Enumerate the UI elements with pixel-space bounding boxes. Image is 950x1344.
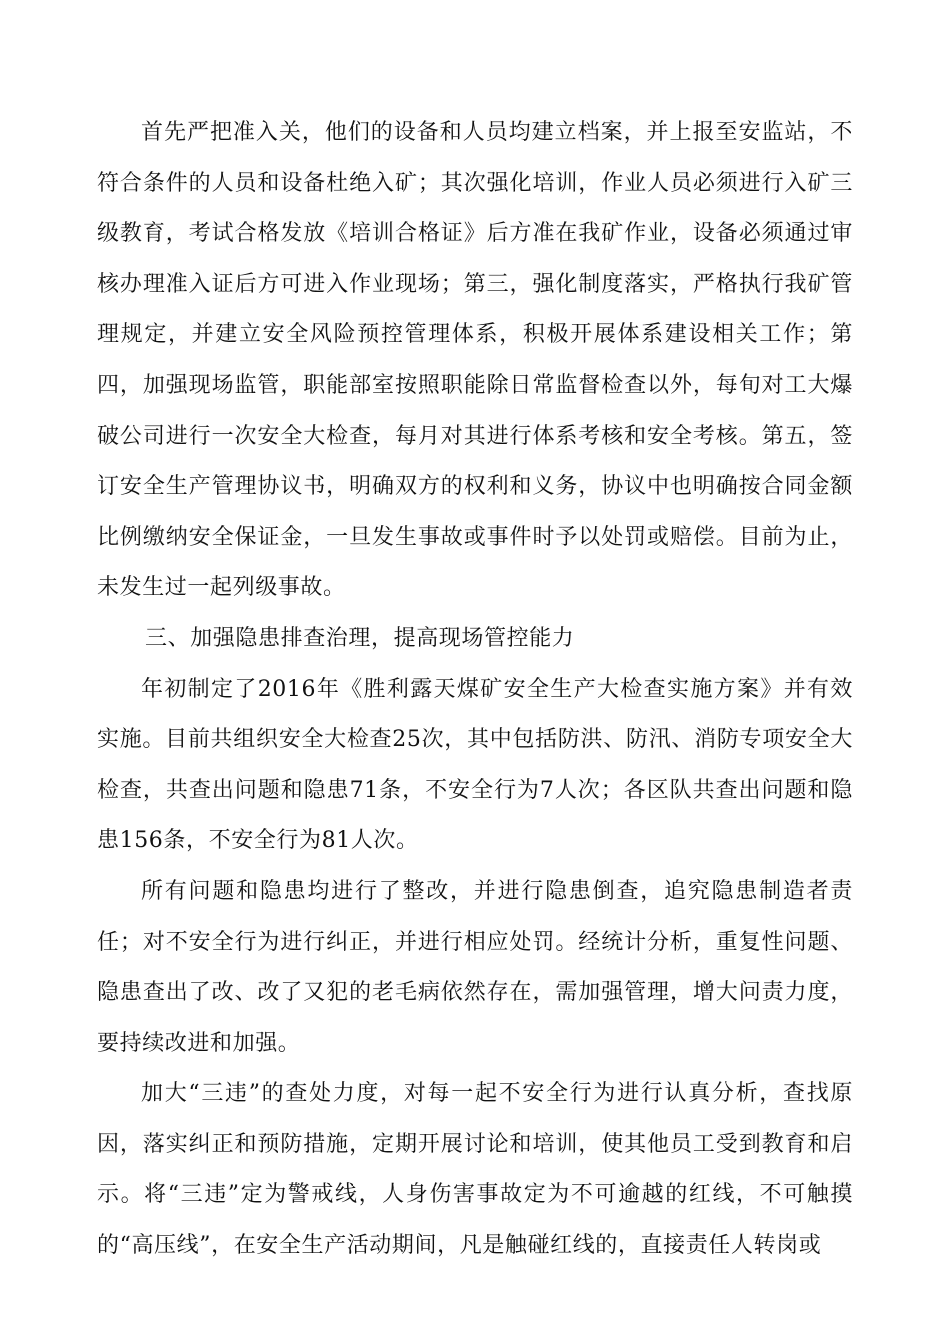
paragraph-inspection-plan: 年初制定了2016年《胜利露天煤矿安全生产大检查实施方案》并有效实施。目前共组织安全大检查25次，其中包括防洪、防汛、消防专项安全大检查，共查出问题和隐患71条，不安全行为7人次；各区队共查出问题和隐患156条，不安全行为81人次。 — [97, 676, 853, 854]
section-heading-hazard-inspection: 三、加强隐患排查治理，提高现场管控能力 — [145, 625, 575, 651]
paragraph-contractor-management: 首先严把准入关，他们的设备和人员均建立档案，并上报至安监站，不符合条件的人员和设备杜绝入矿；其次强化培训，作业人员必须进行入矿三级教育，考试合格发放《培训合格证》后方准在我矿作业，设备必须通过审核办理准入证后方可进入作业现场；第三，强化制度落实，严格执行我矿管理规定，并建立安全风险预控管理体系，积极开展体系建设相关工作；第四，加强现场监管，职能部室按照职能除日常监督检查以外，每旬对工大爆破公司进行一次安全大检查，每月对其进行体系考核和安全考核。第五，签订安全生产管理协议书，明确双方的权利和义务，协议中也明确按合同金额比例缴纳安全保证金，一旦发生事故或事件时予以处罚或赔偿。目前为止，未发生过一起列级事故。 — [97, 120, 853, 601]
paragraph-three-violations: 加大“三违”的查处力度，对每一起不安全行为进行认真分析，查找原因，落实纠正和预防措施，定期开展讨论和培训，使其他员工受到教育和启示。将“三违”定为警戒线，人身伤害事故定为不可逾越的红线，不可触摸的“高压线”，在安全生产活动期间，凡是触碰红线的，直接责任人转岗或 — [97, 1081, 853, 1259]
paragraph-rectification: 所有问题和隐患均进行了整改，并进行隐患倒查，追究隐患制造者责任；对不安全行为进行纠正，并进行相应处罚。经统计分析，重复性问题、隐患查出了改、改了又犯的老毛病依然存在，需加强管理，增大问责力度，要持续改进和加强。 — [97, 878, 853, 1056]
document-body — [97, 108, 853, 1272]
